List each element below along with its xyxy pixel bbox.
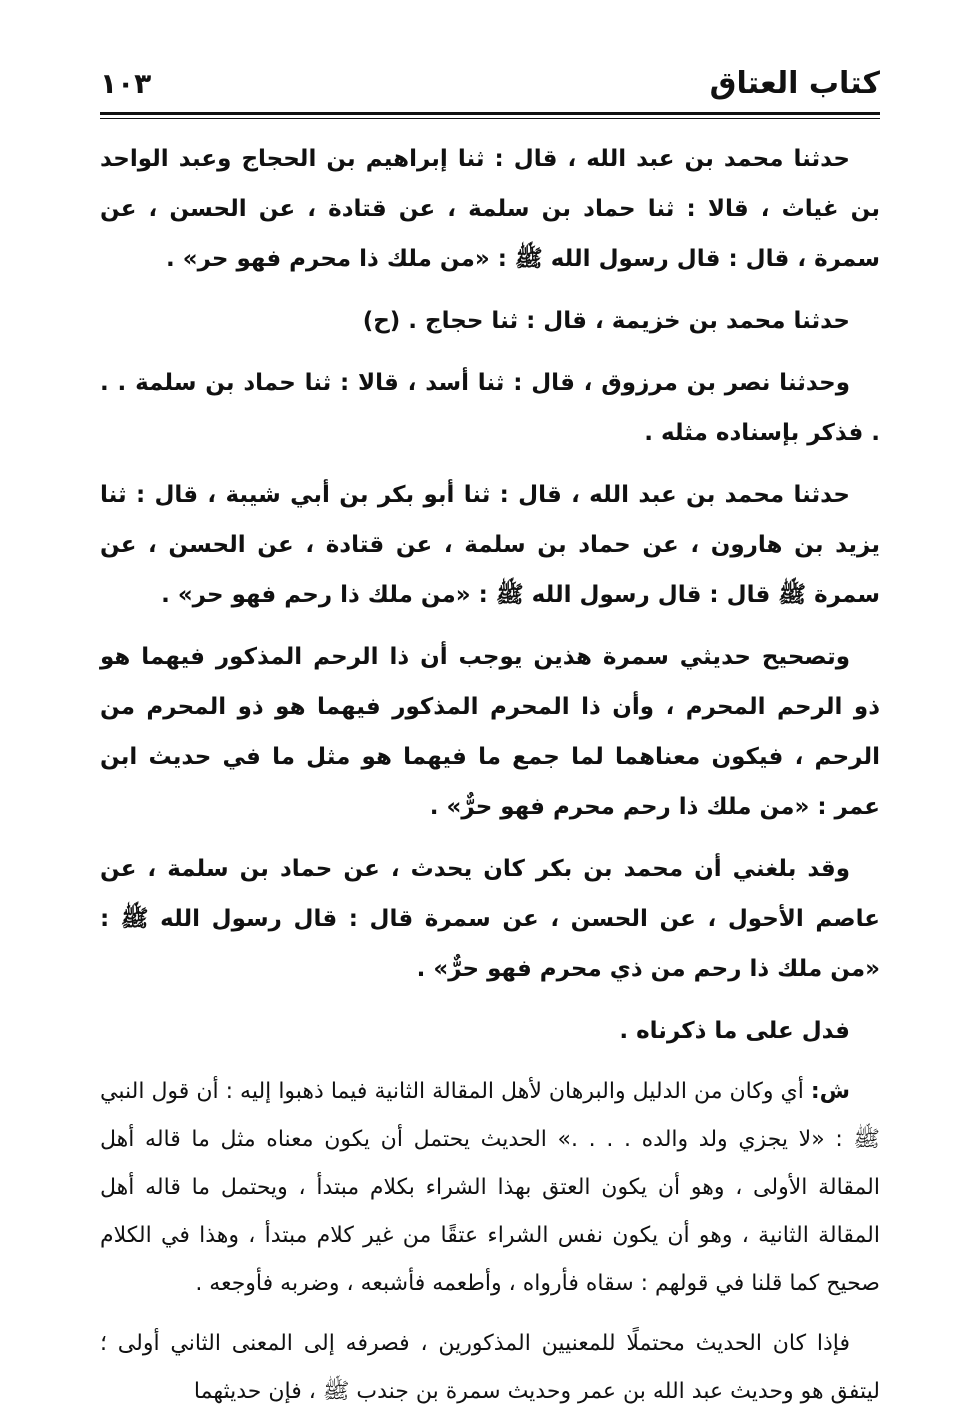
hadith-paragraph: وحدثنا نصر بن مرزوق ، قال : ثنا أسد ، قالا : ثنا حماد بن سلمة . . . فذكر بإسناده مثله .	[100, 370, 880, 446]
commentary-paragraph	[100, 1068, 880, 1308]
hadith-paragraph: حدثنا محمد بن خزيمة ، قال : ثنا حجاج . (ح)	[362, 308, 850, 334]
hadith-paragraph: وتصحيح حديثي سمرة هذين يوجب أن ذا الرحم المذكور فيهما هو ذو الرحم المحرم ، وأن ذا المحرم المذكور فيهما هو ذو المحرم من الرحم ، فيكون معناهما لما جمع ما فيهما هو مثل ما في حديث ابن عمر : «من ملك ذا رحم محرم فهو حرٌّ» .	[100, 644, 880, 820]
commentary-text: أي وكان من الدليل والبرهان لأهل المقالة الثانية فيما ذهبوا إليه : أن قول النبي ﷺ : «لا يجزي ولد والده . . . .» الحديث يحتمل أن يكون معناه مثل ما قاله أهل المقالة الأولى ، وهو أن يكون العتق بهذا الشراء بكلام مبتدأ ، ويحتمل ما قاله أهل المقالة الثانية ، وهو أن يكون نفس الشراء عتقًا من غير كلام مبتدأ ، وهذا في الكلام صحيح كما قلنا في قولهم : سقاه فأرواه ، وأطعمه فأشبعه ، وضربه فأوجعه .	[100, 1079, 880, 1296]
hadith-paragraph: فدل على ما ذكرناه .	[619, 1018, 850, 1044]
page-header	[100, 58, 880, 114]
page-body	[100, 134, 880, 1428]
hadith-paragraph: حدثنا محمد بن عبد الله ، قال : ثنا إبراهيم بن الحجاج وعبد الواحد بن غياث ، قالا : ثنا حماد بن سلمة ، عن قتادة ، عن الحسن ، عن سمرة ، قال : قال رسول الله ﷺ : «من ملك ذا محرم فهو حر» .	[100, 146, 880, 272]
hadith-paragraph: وقد بلغني أن محمد بن بكر كان يحدث ، عن حماد بن سلمة ، عن عاصم الأحول ، عن الحسن ، عن سمرة قال : قال رسول الله ﷺ : «من ملك ذا رحم من ذي محرم فهو حرٌّ» .	[100, 856, 880, 982]
book-page	[100, 58, 880, 1404]
header-rule-thin	[100, 118, 880, 119]
commentary-marker: ش:	[810, 1079, 850, 1104]
header-rule-thick	[100, 112, 880, 115]
running-title: كتاب العتاق	[709, 66, 880, 101]
commentary-paragraph: فإذا كان الحديث محتملًا للمعنيين المذكورين ، فصرفه إلى المعنى الثاني أولى ؛ ليتفق هو وحديث عبد الله بن عمر وحديث سمرة بن جندب ﷺ ، فإن حديثهما	[100, 1331, 880, 1404]
page-number: ١٠٣	[100, 67, 152, 100]
hadith-paragraph: حدثنا محمد بن عبد الله ، قال : ثنا أبو بكر بن أبي شيبة ، قال : ثنا يزيد بن هارون ، عن حماد بن سلمة ، عن قتادة ، عن الحسن ، عن سمرة ﷺ قال : قال رسول الله ﷺ : «من ملك ذا رحم فهو حر» .	[100, 482, 880, 608]
